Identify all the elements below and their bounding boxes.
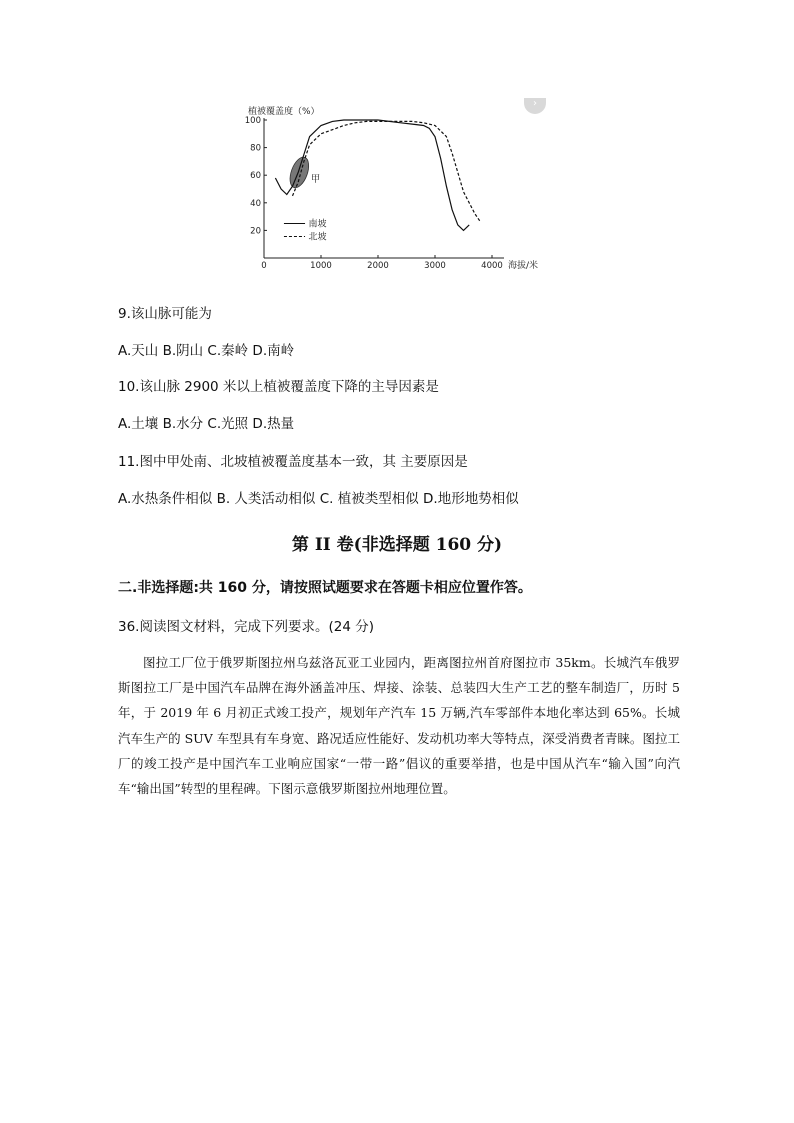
y-axis-label: 植被覆盖度（%） xyxy=(248,107,320,117)
arrow-icon: › xyxy=(533,98,537,109)
y-tick-label: 100 xyxy=(244,116,261,126)
y-tick-label: 20 xyxy=(250,226,261,237)
passage-text: 图拉工厂位于俄罗斯图拉州乌兹洛瓦亚工业园内，距离图拉州首府图拉市 35km。长城汽车俄罗斯图拉工厂是中国汽车品牌在海外涵盖冲压、焊接、涂装、总装四大生产工艺的整车制造厂，历时 5 年，于 2019 年 6 月初正式竣工投产，规划年产汽车 15 万辆,汽车零部件本地化率达到 65%。长城汽车生产的 SUV 车型具有车身宽、路况适应性能好、发动机功率大等特点，深受消费者青睐。图拉工厂的竣工投产是中国汽车工业响应国家“一带一路”倡议的重要举措，也是中国从汽车“输入国”向汽车“输出国”转型的里程碑。下图示意俄罗斯图拉州地理位置。 xyxy=(118,655,680,797)
question-9: 9.该山脉可能为 xyxy=(118,306,212,322)
north-slope-line xyxy=(293,121,481,222)
question-10-options: A.土壤 B.水分 C.光照 D.热量 xyxy=(118,416,295,432)
legend-label: 南坡 xyxy=(308,219,327,230)
x-tick-label: 1000 xyxy=(310,261,332,271)
question-36: 36.阅读图文材料，完成下列要求。(24 分) xyxy=(118,619,374,635)
y-tick-label: 60 xyxy=(250,171,261,182)
jia-label: 甲 xyxy=(310,174,321,186)
y-tick-label: 40 xyxy=(250,198,261,209)
instruction: 二.非选择题:共 160 分，请按照试题要求在答题卡相应位置作答。 xyxy=(118,580,532,596)
x-tick-label: 3000 xyxy=(424,261,446,271)
chart-svg xyxy=(240,96,560,276)
question-11-options: A.水热条件相似 B. 人类活动相似 C. 植被类型相似 D.地形地势相似 xyxy=(118,491,519,507)
jia-area xyxy=(286,155,312,191)
x-axis-label: 海拔/米 xyxy=(508,261,539,271)
section-title: 第 II 卷(非选择题 160 分) xyxy=(291,535,503,555)
x-tick-label: 0 xyxy=(261,261,267,271)
vegetation-chart xyxy=(240,96,560,276)
legend-label: 北坡 xyxy=(308,232,327,243)
question-9-options: A.天山 B.阴山 C.秦岭 D.南岭 xyxy=(118,343,295,359)
y-tick-label: 80 xyxy=(250,143,261,154)
question-10: 10.该山脉 2900 米以上植被覆盖度下降的主导因素是 xyxy=(118,379,439,395)
x-tick-label: 4000 xyxy=(481,261,503,271)
x-tick-label: 2000 xyxy=(367,261,389,271)
question-11: 11.图中甲处南、北坡植被覆盖度基本一致，其 主要原因是 xyxy=(118,454,468,470)
passage xyxy=(118,650,680,801)
